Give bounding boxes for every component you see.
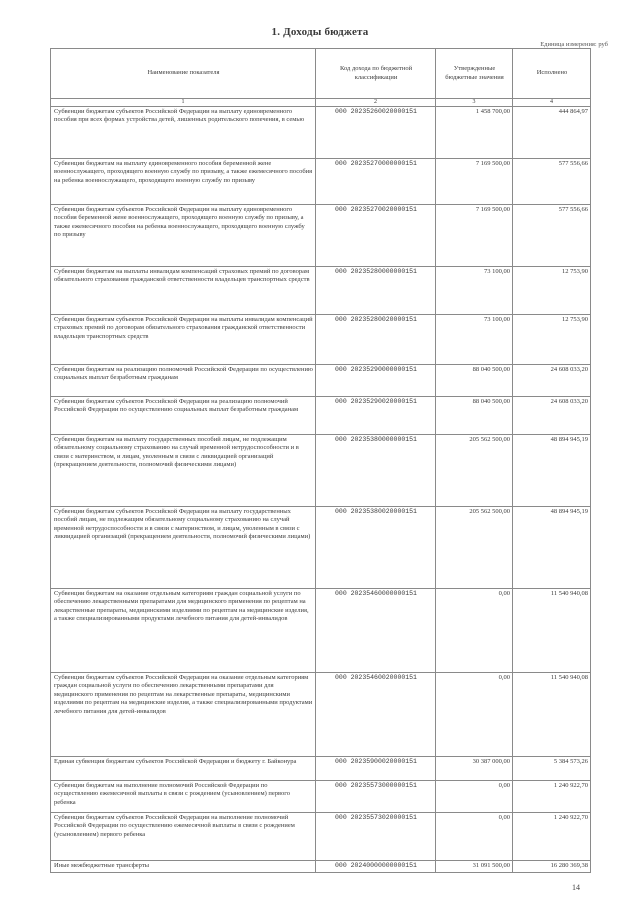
table-row bbox=[51, 507, 591, 589]
table-row bbox=[51, 781, 591, 813]
row-code: 000 20235460000000151 bbox=[316, 589, 436, 673]
row-code: 000 20235460020000151 bbox=[316, 673, 436, 757]
row-approved: 205 562 500,00 bbox=[436, 435, 513, 507]
page-number: 14 bbox=[572, 883, 580, 892]
row-name: Иные межбюджетные трансферты bbox=[51, 861, 316, 873]
table-row bbox=[51, 159, 591, 205]
row-name: Субвенции бюджетам субъектов Российской Федерации на выплату единовременного пособия беременной жене военнослужащего, проходящего военную службу по призыву, а также ежемесячного пособия на ребенка военнослужащего, проходящего военную службу по призыву bbox=[51, 205, 316, 267]
row-approved: 1 458 700,00 bbox=[436, 107, 513, 159]
budget-income-table bbox=[50, 48, 591, 873]
table-row bbox=[51, 205, 591, 267]
row-name: Субвенции бюджетам субъектов Российской Федерации на выплату единовременного пособия при всех формах устройства детей, лишенных родительского попечения, в семью bbox=[51, 107, 316, 159]
row-code: 000 20235573020000151 bbox=[316, 813, 436, 861]
row-name: Субвенции бюджетам на выполнение полномочий Российской Федерации по осуществлению ежемесячной выплаты в связи с рождением (усыновлением) первого ребенка bbox=[51, 781, 316, 813]
row-executed: 12 753,90 bbox=[513, 267, 591, 315]
column-numbers-row bbox=[51, 99, 591, 107]
row-executed: 48 894 945,19 bbox=[513, 435, 591, 507]
row-executed: 24 608 033,20 bbox=[513, 397, 591, 435]
row-approved: 30 387 000,00 bbox=[436, 757, 513, 781]
row-executed: 12 753,90 bbox=[513, 315, 591, 365]
table-row bbox=[51, 435, 591, 507]
section-title: 1. Доходы бюджета bbox=[271, 26, 369, 38]
table-row bbox=[51, 267, 591, 315]
row-approved: 0,00 bbox=[436, 781, 513, 813]
row-approved: 205 562 500,00 bbox=[436, 507, 513, 589]
row-executed: 11 540 940,08 bbox=[513, 673, 591, 757]
table-row bbox=[51, 589, 591, 673]
row-approved: 7 169 500,00 bbox=[436, 205, 513, 267]
row-executed: 48 894 945,19 bbox=[513, 507, 591, 589]
units-label: Единица измерения: руб bbox=[540, 41, 608, 48]
column-number: 3 bbox=[436, 99, 513, 107]
row-executed: 16 280 369,38 bbox=[513, 861, 591, 873]
table-row bbox=[51, 861, 591, 873]
row-name: Субвенции бюджетам на оказание отдельным категориям граждан социальной услуги по обеспечению лекарственными препаратами для медицинского применения по рецептам на лекарственные препараты, медицинскими изделиями по рецептам на медицинские изделия, а также специализированными продуктами лечебного питания для детей-инвалидов bbox=[51, 589, 316, 673]
row-name: Субвенции бюджетам субъектов Российской Федерации на реализацию полномочий Российской Федерации по осуществлению социальных выплат безработным гражданам bbox=[51, 397, 316, 435]
row-executed: 24 608 033,20 bbox=[513, 365, 591, 397]
row-code: 000 20235380000000151 bbox=[316, 435, 436, 507]
column-number: 1 bbox=[51, 99, 316, 107]
header-name: Наименование показателя bbox=[51, 49, 316, 99]
row-code: 000 20240000000000151 bbox=[316, 861, 436, 873]
header-code: Код дохода по бюджетной классификации bbox=[316, 49, 436, 99]
row-name: Субвенции бюджетам субъектов Российской Федерации на выполнение полномочий Российской Федерации по осуществлению ежемесячной выплаты в связи с рождением (усыновлением) первого ребенка bbox=[51, 813, 316, 861]
row-approved: 0,00 bbox=[436, 673, 513, 757]
row-name: Субвенции бюджетам на выплату единовременного пособия беременной жене военнослужащего, проходящего военную службу по призыву, а также ежемесячного пособия на ребенка военнослужащего, проходящего военную службу по призыву bbox=[51, 159, 316, 205]
row-executed: 5 384 573,26 bbox=[513, 757, 591, 781]
row-code: 000 20235280020000151 bbox=[316, 315, 436, 365]
header-executed: Исполнено bbox=[513, 49, 591, 99]
table-row bbox=[51, 397, 591, 435]
column-number: 2 bbox=[316, 99, 436, 107]
header-row bbox=[51, 49, 591, 99]
table-row bbox=[51, 107, 591, 159]
row-executed: 1 240 922,70 bbox=[513, 813, 591, 861]
row-name: Субвенции бюджетам на выплаты инвалидам компенсаций страховых премий по договорам обязательного страхования гражданской ответственности владельцев транспортных средств bbox=[51, 267, 316, 315]
row-name: Субвенции бюджетам на реализацию полномочий Российской Федерации по осуществлению социальных выплат безработным гражданам bbox=[51, 365, 316, 397]
row-code: 000 20235900020000151 bbox=[316, 757, 436, 781]
row-approved: 31 091 500,00 bbox=[436, 861, 513, 873]
table-row bbox=[51, 757, 591, 781]
table-row bbox=[51, 673, 591, 757]
row-code: 000 20235270000000151 bbox=[316, 159, 436, 205]
row-code: 000 20235270020000151 bbox=[316, 205, 436, 267]
row-code: 000 20235573000000151 bbox=[316, 781, 436, 813]
row-executed: 1 240 922,70 bbox=[513, 781, 591, 813]
row-executed: 444 864,97 bbox=[513, 107, 591, 159]
row-executed: 577 556,66 bbox=[513, 159, 591, 205]
row-executed: 577 556,66 bbox=[513, 205, 591, 267]
header-approved: Утвержденные бюджетные значения bbox=[436, 49, 513, 99]
row-code: 000 20235380020000151 bbox=[316, 507, 436, 589]
row-approved: 73 100,00 bbox=[436, 315, 513, 365]
row-name: Субвенции бюджетам на выплату государственных пособий лицам, не подлежащим обязательному социальному страхованию на случай временной нетрудоспособности и в связи с материнством, и лицам, уволенным в связи с ликвидацией организаций (прекращением деятельности, полномочий физическими лицами) bbox=[51, 435, 316, 507]
row-approved: 0,00 bbox=[436, 813, 513, 861]
row-approved: 7 169 500,00 bbox=[436, 159, 513, 205]
column-number: 4 bbox=[513, 99, 591, 107]
row-name: Субвенции бюджетам субъектов Российской Федерации на выплаты инвалидам компенсаций страховых премий по договорам обязательного страхования гражданской ответственности владельцев транспортных средств bbox=[51, 315, 316, 365]
row-approved: 0,00 bbox=[436, 589, 513, 673]
row-code: 000 20235260020000151 bbox=[316, 107, 436, 159]
table-row bbox=[51, 813, 591, 861]
row-approved: 88 040 500,00 bbox=[436, 397, 513, 435]
row-name: Единая субвенция бюджетам субъектов Российской Федерации и бюджету г. Байконура bbox=[51, 757, 316, 781]
row-code: 000 20235290020000151 bbox=[316, 397, 436, 435]
row-approved: 88 040 500,00 bbox=[436, 365, 513, 397]
row-approved: 73 100,00 bbox=[436, 267, 513, 315]
row-name: Субвенции бюджетам субъектов Российской Федерации на оказание отдельным категориям граждан социальной услуги по обеспечению лекарственными препаратами для медицинского применения по рецептам на лекарственные препараты, медицинскими изделиями по рецептам на медицинские изделия, а также специализированными продуктами лечебного питания для детей-инвалидов bbox=[51, 673, 316, 757]
table-row bbox=[51, 365, 591, 397]
row-code: 000 20235290000000151 bbox=[316, 365, 436, 397]
row-code: 000 20235280000000151 bbox=[316, 267, 436, 315]
row-executed: 11 540 940,08 bbox=[513, 589, 591, 673]
table-row bbox=[51, 315, 591, 365]
row-name: Субвенции бюджетам субъектов Российской Федерации на выплату государственных пособий лицам, не подлежащим обязательному социальному страхованию на случай временной нетрудоспособности и в связи с материнством, и лицам, уволенным в связи с ликвидацией организаций (прекращением деятельности, полномочий физическими лицами) bbox=[51, 507, 316, 589]
